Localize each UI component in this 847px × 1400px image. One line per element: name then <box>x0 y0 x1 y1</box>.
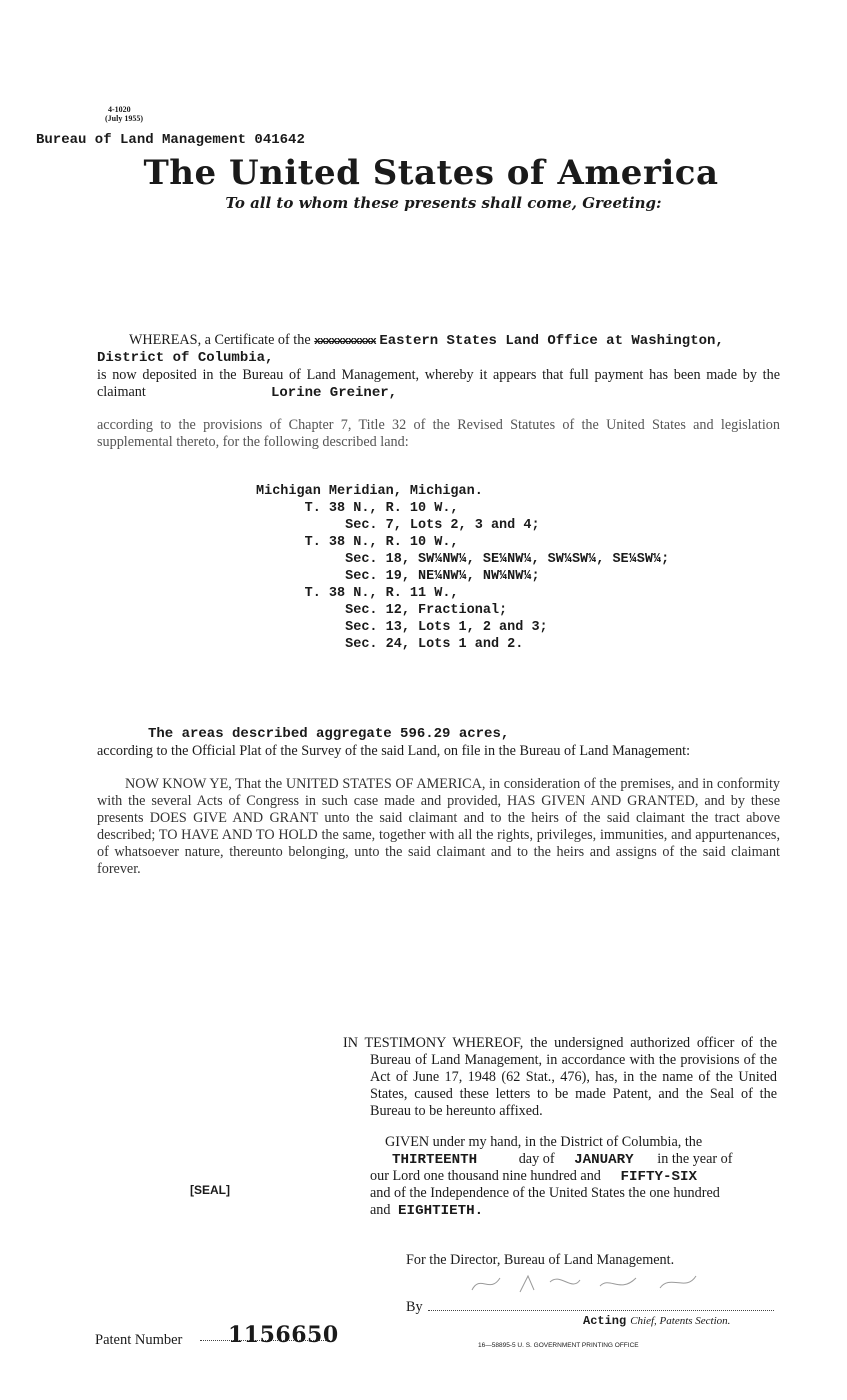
given-date-line <box>370 1151 777 1169</box>
claimant-name: Lorine Greiner, <box>271 385 398 401</box>
patent-number-line <box>95 1332 182 1349</box>
land-line: T. 38 N., R. 10 W., <box>256 501 459 516</box>
land-office: Eastern States Land Office at Washington, <box>379 333 724 349</box>
year-word: FIFTY-SIX <box>620 1169 698 1185</box>
and-text: and <box>370 1202 391 1218</box>
whereas-line <box>129 332 724 351</box>
whereas-body: is now deposited in the Bureau of Land Management, whereby it appears that full payment has been made by the claimant <box>97 367 780 400</box>
patent-number: 1156650 <box>228 1322 339 1348</box>
land-line: Michigan Meridian, Michigan. <box>256 484 483 499</box>
lord-text: our Lord one thousand nine hundred and <box>370 1168 601 1184</box>
land-line: Sec. 12, Fractional; <box>256 603 508 618</box>
testimony-clause: IN TESTIMONY WHEREOF, the undersigned authorized officer of the Bureau of Land Management, in accordance with the provisions of the Act of June 17, 1948 (62 Stat., 476), has, in the name of the United States, caused these letters to be made Patent, and the Seal of the Bureau to be hereunto affixed. <box>343 1035 777 1119</box>
by-label: By <box>406 1299 423 1315</box>
form-number-text: 4-1020 <box>108 105 131 114</box>
land-line: Sec. 7, Lots 2, 3 and 4; <box>256 518 540 533</box>
chief-title: Chief, Patents Section. <box>630 1315 731 1327</box>
grant-clause: NOW KNOW YE, That the UNITED STATES OF AMERICA, in consideration of the premises, and in conformity with the several Acts of Congress in such case made and provided, HAS GIVEN AND GRANTED, and by these presents DOES GIVE AND GRANT unto the said claimant and to the heirs of the said claimant the tract above described; TO HAVE AND TO HOLD the same, together with all the rights, privileges, immunities, and appurtenances, of whatsoever nature, thereunto belonging, unto the said claimant and to the heirs and assigns of the said claimant forever. <box>97 776 780 877</box>
independence-line: and of the Independence of the United States the one hundred <box>370 1185 720 1201</box>
printer-line: 16—58895-5 U. S. GOVERNMENT PRINTING OFFICE <box>478 1342 639 1349</box>
patent-label: Patent Number <box>95 1332 183 1348</box>
land-line: T. 38 N., R. 11 W., <box>256 586 459 601</box>
land-description <box>256 483 669 653</box>
land-line: Sec. 18, SW¼NW¼, SE¼NW¼, SW¼SW¼, SE¼SW¼; <box>256 552 670 567</box>
year-of: in the year of <box>657 1151 733 1167</box>
given-lead: GIVEN under my hand, in the District of Columbia, the <box>385 1134 703 1150</box>
page-title: The United States of America <box>143 153 719 193</box>
areas-statement: The areas described aggregate 596.29 acres, <box>148 726 510 742</box>
form-number <box>105 105 143 123</box>
provisions: according to the provisions of Chapter 7, Title 32 of the Revised Statutes of the United States and legislation supplemental thereto, for the following described land: <box>97 417 780 450</box>
director-line: For the Director, Bureau of Land Management. <box>406 1252 675 1268</box>
land-line: Sec. 19, NE¼NW¼, NW¼NW¼; <box>256 569 540 584</box>
seal-label: [SEAL] <box>190 1183 230 1197</box>
whereas-lead: WHEREAS, a Certificate of the <box>129 332 311 348</box>
day-of: day of <box>518 1151 555 1167</box>
given-day: THIRTEENTH <box>392 1152 478 1168</box>
form-date: (July 1955) <box>105 114 143 123</box>
signature-scrawl <box>460 1268 710 1300</box>
district: District of Columbia, <box>97 350 274 366</box>
serial-line: Bureau of Land Management 041642 <box>36 132 305 148</box>
acting-label: Acting <box>583 1314 627 1328</box>
lord-line <box>370 1168 697 1186</box>
ordinal-line <box>370 1202 483 1220</box>
signature-title <box>583 1311 730 1329</box>
land-line: Sec. 13, Lots 1, 2 and 3; <box>256 620 548 635</box>
given-month: JANUARY <box>574 1152 634 1168</box>
greeting: To all to whom these presents shall come, Greeting: <box>225 194 662 212</box>
struck-office: xxxxxxxxxxx <box>314 336 376 348</box>
land-line: T. 38 N., R. 10 W., <box>256 535 459 550</box>
plat-statement: according to the Official Plat of the Survey of the said Land, on file in the Bureau of Land Management: <box>97 743 691 759</box>
land-line: Sec. 24, Lots 1 and 2. <box>256 637 524 652</box>
ordinal-year: EIGHTIETH. <box>398 1203 484 1219</box>
